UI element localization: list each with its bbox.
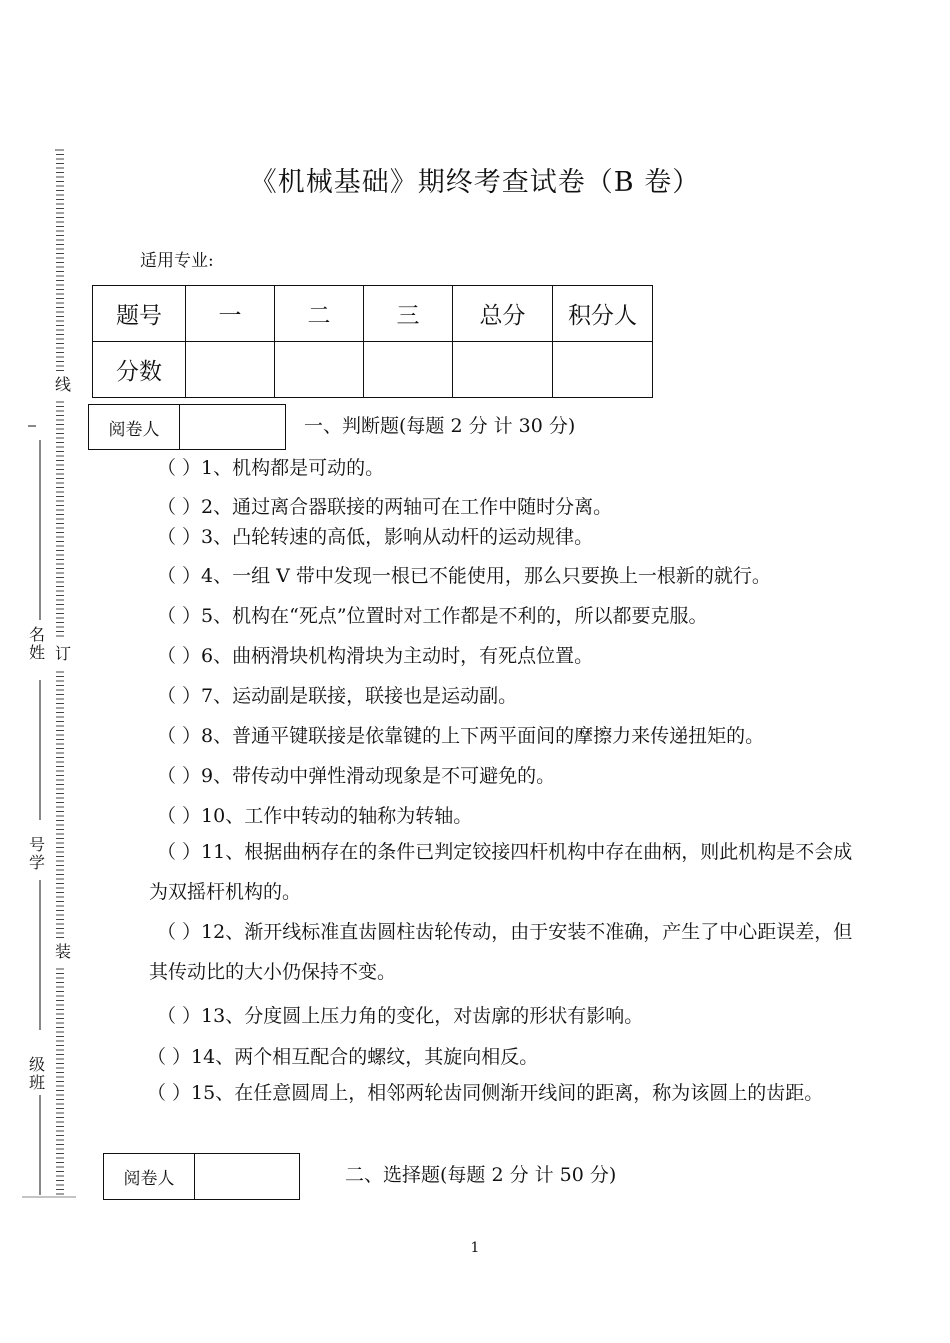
reviewer-label: 阅卷人	[89, 405, 180, 449]
margin-order-label: 订	[54, 644, 71, 663]
question-2: （ ）2、通过离合器联接的两轴可在工作中随时分离。	[157, 496, 613, 518]
score-cell: 分数	[93, 342, 186, 398]
margin-line-label: 线	[54, 375, 71, 394]
score-cell	[275, 342, 364, 398]
question-13: （ ）13、分度圆上压力角的变化，对齿廓的形状有影响。	[157, 1005, 644, 1027]
score-cell: 三	[364, 286, 453, 342]
reviewer-box-2	[103, 1153, 300, 1200]
score-table-value-row	[93, 342, 653, 398]
score-table	[92, 285, 653, 398]
question-3: （ ）3、凸轮转速的高低，影响从动杆的运动规律。	[157, 526, 594, 548]
question-8: （ ）8、普通平键联接是依靠键的上下两平面间的摩擦力来传递扭矩的。	[157, 725, 765, 747]
score-cell: 二	[275, 286, 364, 342]
margin-student-no-label: 号 学	[28, 835, 45, 872]
score-cell: 积分人	[553, 286, 653, 342]
question-11: （ ）11、根据曲柄存在的条件已判定铰接四杆机构中存在曲柄，则此机构是不会成为双摇杆机构的。	[149, 841, 853, 903]
question-15: （ ）15、在任意圆周上，相邻两轮齿同侧渐开线间的距离，称为该圆上的齿距。	[147, 1082, 824, 1104]
section2-heading: 二、选择题(每题 2 分 计 50 分)	[345, 1164, 617, 1186]
score-cell	[364, 342, 453, 398]
question-7: （ ）7、运动副是联接，联接也是运动副。	[157, 685, 518, 707]
score-cell: 题号	[93, 286, 186, 342]
reviewer-field	[195, 1154, 299, 1199]
question-1: （ ）1、机构都是可动的。	[157, 457, 385, 479]
margin-bind-label: 装	[54, 942, 71, 961]
major-label: 适用专业:	[140, 251, 214, 271]
page-title: 《机械基础》期终考查试卷（B 卷）	[249, 167, 701, 198]
question-10: （ ）10、工作中转动的轴称为转轴。	[157, 805, 473, 827]
score-cell: 一	[186, 286, 275, 342]
score-cell: 总分	[453, 286, 553, 342]
margin-name-label: 名 姓	[28, 625, 45, 662]
question-6: （ ）6、曲柄滑块机构滑块为主动时，有死点位置。	[157, 645, 594, 667]
question-12: （ ）12、渐开线标准直齿圆柱齿轮传动，由于安装不准确，产生了中心距误差，但其传动比的大小仍保持不变。	[149, 921, 853, 983]
reviewer-label: 阅卷人	[104, 1154, 195, 1199]
score-table-header-row	[93, 286, 653, 342]
score-cell	[186, 342, 275, 398]
score-cell	[453, 342, 553, 398]
question-9: （ ）9、带传动中弹性滑动现象是不可避免的。	[157, 765, 556, 787]
reviewer-box	[88, 404, 286, 450]
question-5: （ ）5、机构在“死点”位置时对工作都是不利的，所以都要克服。	[157, 605, 708, 627]
question-14: （ ）14、两个相互配合的螺纹，其旋向相反。	[147, 1046, 539, 1068]
dotted-line-icon	[0, 0, 90, 1343]
score-cell	[553, 342, 653, 398]
section1-heading: 一、判断题(每题 2 分 计 30 分)	[304, 415, 576, 437]
reviewer-field	[180, 405, 285, 449]
binding-margin	[0, 0, 90, 1343]
page-number: 1	[470, 1240, 480, 1256]
margin-class-label: 级 班	[28, 1055, 45, 1092]
question-4: （ ）4、一组 V 带中发现一根已不能使用，那么只要换上一根新的就行。	[157, 565, 771, 587]
